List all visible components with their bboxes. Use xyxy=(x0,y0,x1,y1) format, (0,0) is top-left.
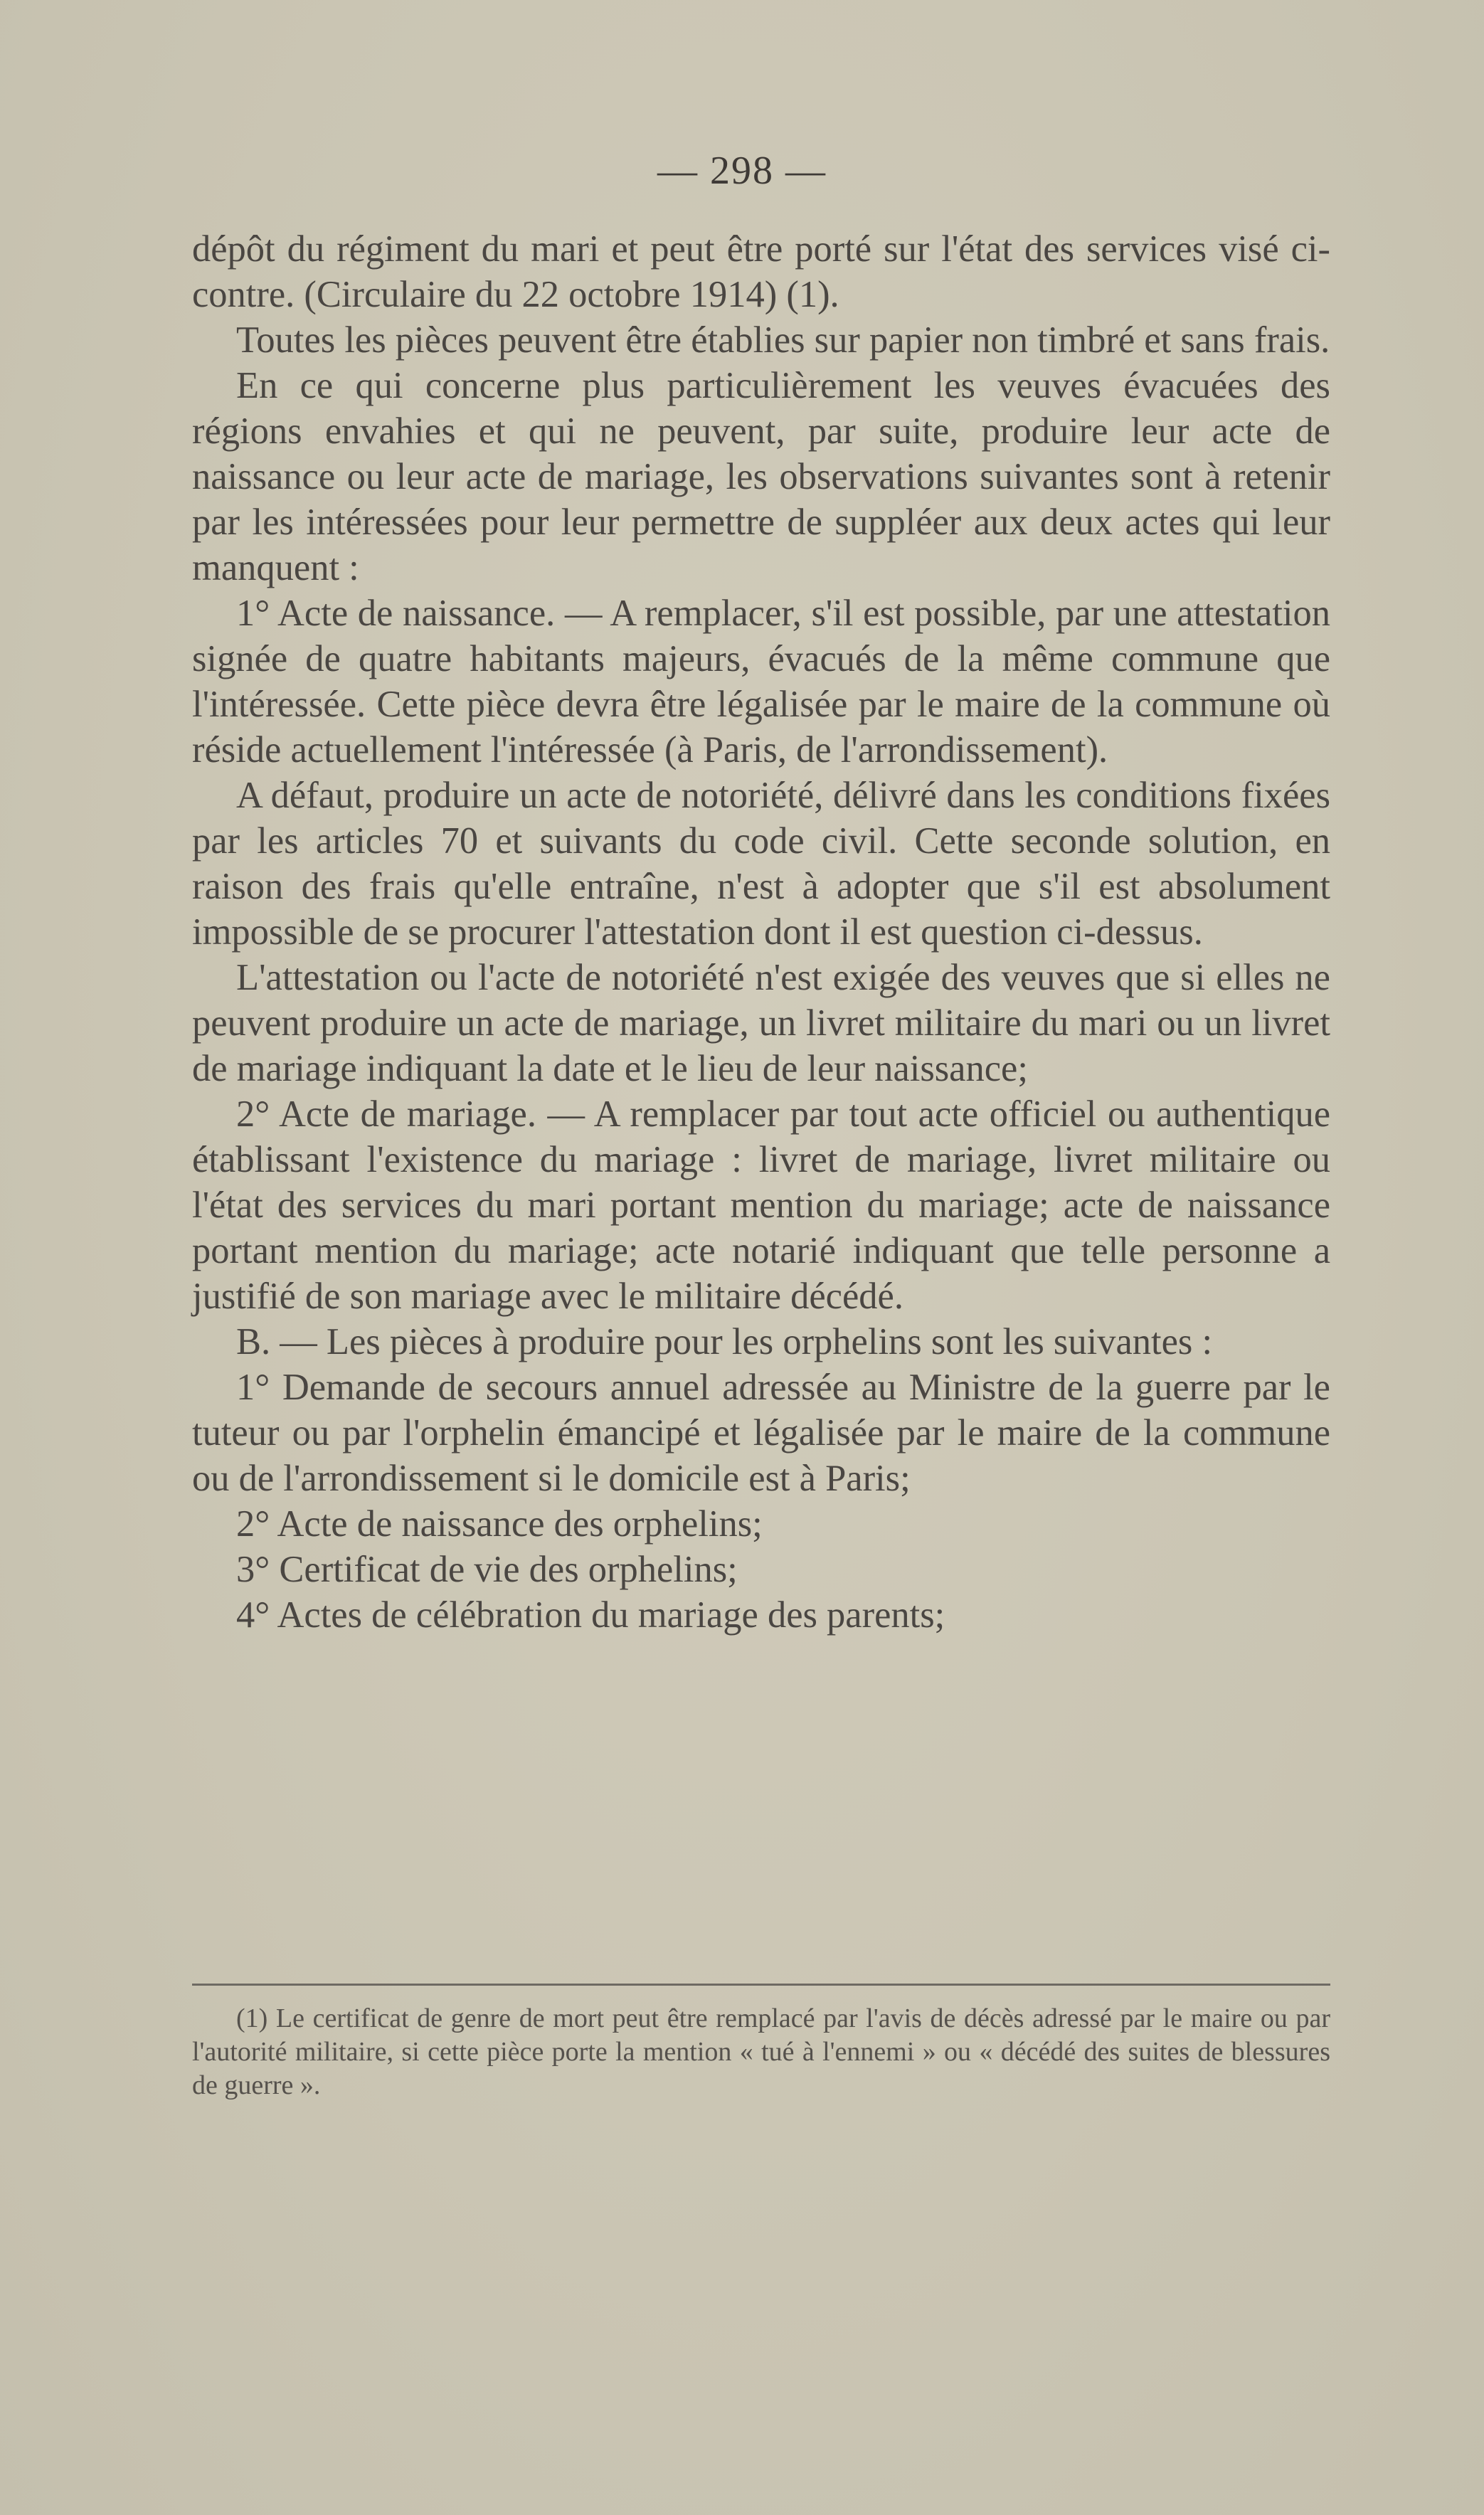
list-item: 3° Certificat de vie des orphelins; xyxy=(236,1549,738,1590)
footnote xyxy=(192,2002,1330,2102)
paragraph: 1° Demande de secours annuel adressée au Ministre de la guerre par le tuteur ou par l'orphelin émancipé et légalisée par le maire de la commune ou de l'arrondissement si le domicile est à Paris; xyxy=(192,1367,1330,1499)
footnote-text: (1) Le certificat de genre de mort peut être remplacé par l'avis de décès adressé par le maire ou par l'autorité militaire, si cette pièce porte la mention « tué à l'ennemi » ou « décédé des suites de blessures de guerre ». xyxy=(192,2003,1330,2100)
paragraph: dépôt du régiment du mari et peut être porté sur l'état des services visé ci-contre. (Circulaire du 22 octobre 1914) (1). xyxy=(192,228,1330,315)
paragraph: 1° Acte de naissance. — A remplacer, s'il est possible, par une attestation signée de quatre habitants majeurs, évacués de la même commune que l'intéressée. Cette pièce devra être légalisée par le maire de la commune où réside actuellement l'intéressée (à Paris, de l'arrondissement). xyxy=(192,593,1330,771)
paragraph: Toutes les pièces peuvent être établies sur papier non timbré et sans frais. xyxy=(236,319,1330,361)
body-text xyxy=(192,226,1330,1638)
list-item: 2° Acte de naissance des orphelins; xyxy=(236,1503,763,1545)
paragraph: En ce qui concerne plus particulièrement les veuves évacuées des régions envahies et qui ne peuvent, par suite, produire leur acte de naissance ou leur acte de mariage, les observations suivantes sont à retenir par les intéressées pour leur permettre de suppléer aux deux actes qui leur manquent : xyxy=(192,365,1330,588)
page-number: — 298 — xyxy=(657,149,827,193)
paragraph: A défaut, produire un acte de notoriété, délivré dans les conditions fixées par les articles 70 et suivants du code civil. Cette seconde solution, en raison des frais qu'elle entraîne, n'est à adopter que s'il est absolument impossible de se procurer l'attestation dont il est question ci-dessus. xyxy=(192,775,1330,953)
list-item: 4° Actes de célébration du mariage des parents; xyxy=(236,1594,945,1636)
paragraph: B. — Les pièces à produire pour les orphelins sont les suivantes : xyxy=(236,1321,1213,1362)
footnote-divider xyxy=(192,1984,1330,1986)
paragraph: 2° Acte de mariage. — A remplacer par tout acte officiel ou authentique établissant l'existence du mariage : livret de mariage, livret militaire ou l'état des services du mari portant mention du mariage; acte de naissance portant mention du mariage; acte notarié indiquant que telle personne a justifié de son mariage avec le militaire décédé. xyxy=(192,1094,1330,1317)
paragraph: L'attestation ou l'acte de notoriété n'est exigée des veuves que si elles ne peuvent produire un acte de mariage, un livret militaire du mari ou un livret de mariage indiquant la date et le lieu de leur naissance; xyxy=(192,957,1330,1089)
